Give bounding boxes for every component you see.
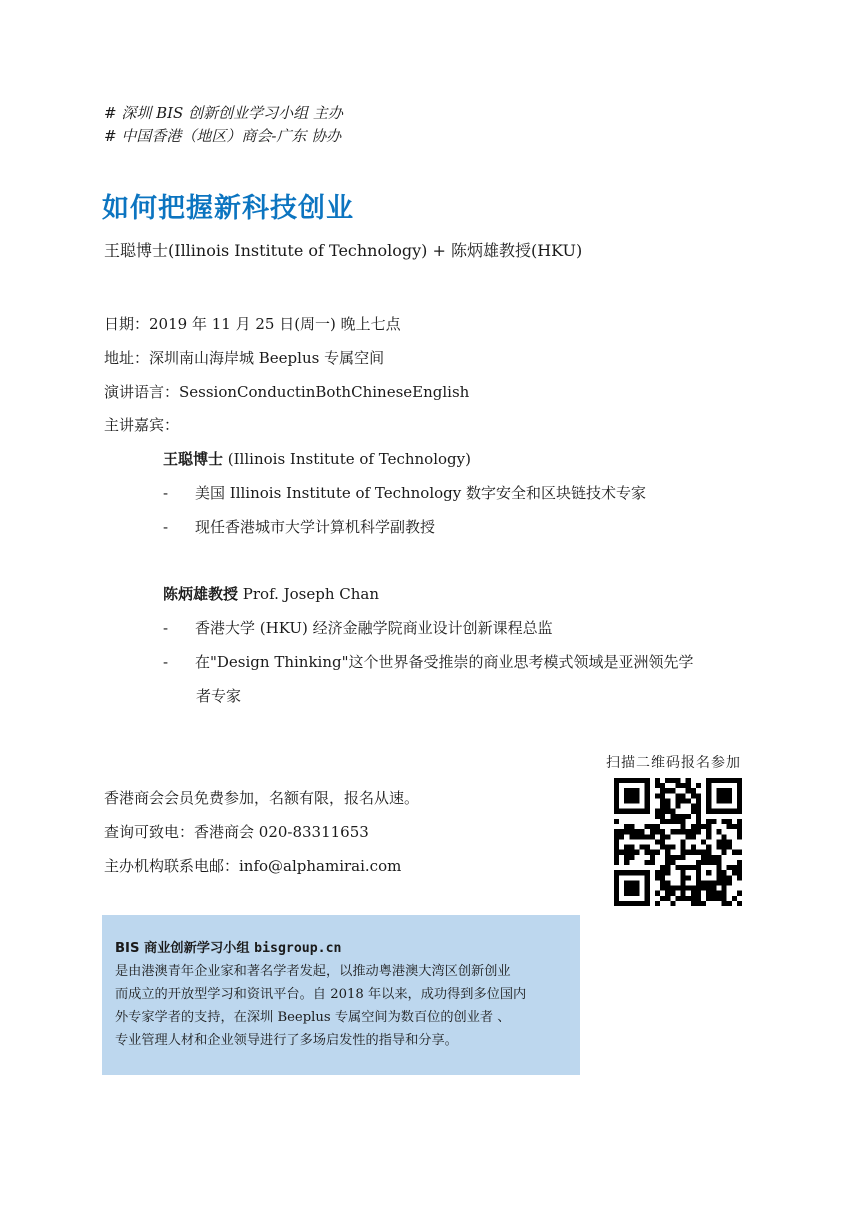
cohost-organizer: # 中国香港（地区）商会-广东 协办 <box>104 127 342 145</box>
bullet-dash: - <box>163 484 169 502</box>
bullet-dash: - <box>163 653 169 671</box>
speaker-1-bullet <box>163 516 435 537</box>
event-date: 日期：2019 年 11 月 25 日(周一) 晚上七点 <box>104 315 401 333</box>
about-heading-text: BIS 商业创新学习小组 <box>115 941 255 956</box>
about-line: 是由港澳青年企业家和著名学者发起，以推动粤港澳大湾区创新创业 <box>115 964 511 979</box>
about-line: 专业管理人材和企业领导进行了多场启发性的指导和分享。 <box>115 1033 458 1048</box>
speaker-2-bullet <box>163 617 553 638</box>
speaker-2-affiliation: Prof. Joseph Chan <box>238 585 380 603</box>
speaker-2-name: 陈炳雄教授 <box>163 585 239 603</box>
bullet-dash: - <box>163 518 169 536</box>
event-language: 演讲语言：SessionConductinBothChineseEnglish <box>104 383 470 401</box>
speakers-label: 主讲嘉宾： <box>104 416 180 434</box>
speaker-1-name: 王聪博士 <box>163 450 224 468</box>
page-subtitle: 王聪博士(Illinois Institute of Technology) + 陈炳雄教授(HKU) <box>104 241 583 260</box>
about-line: 而成立的开放型学习和资讯平台。自 2018 年以来，成功得到多位国内 <box>115 987 527 1002</box>
bullet-text: 美国 Illinois Institute of Technology 数字安全和区块链技术专家 <box>195 484 647 502</box>
about-line: 外专家学者的支持，在深圳 Beeplus 专属空间为数百位的创业者 、 <box>115 1010 511 1025</box>
speaker-2-bullet <box>163 651 694 672</box>
event-address: 地址：深圳南山海岸城 Beeplus 专属空间 <box>104 349 385 367</box>
about-url[interactable]: bisgroup.cn <box>254 941 342 956</box>
speaker-1-bullet <box>163 482 646 503</box>
qr-code[interactable] <box>614 778 742 906</box>
membership-note: 香港商会会员免费参加，名额有限，报名从速。 <box>104 789 420 807</box>
qr-caption: 扫描二维码报名参加 <box>606 755 741 771</box>
bullet-dash: - <box>163 619 169 637</box>
speaker-2 <box>163 583 379 604</box>
about-heading <box>115 937 566 960</box>
speaker-1 <box>163 448 471 469</box>
host-organizer: # 深圳 BIS 创新创业学习小组 主办 <box>104 104 343 122</box>
about-box <box>102 915 580 1075</box>
speaker-2-bullet-continuation: 者专家 <box>196 687 242 705</box>
contact-phone: 查询可致电：香港商会 020-83311653 <box>104 823 369 841</box>
bullet-text: 在"Design Thinking"这个世界备受推崇的商业思考模式领域是亚洲领先学 <box>195 653 694 671</box>
speaker-1-affiliation: (Illinois Institute of Technology) <box>223 450 471 468</box>
bullet-text: 现任香港城市大学计算机科学副教授 <box>195 518 436 536</box>
contact-email: 主办机构联系电邮：info@alphamirai.com <box>104 857 402 875</box>
bullet-text: 香港大学 (HKU) 经济金融学院商业设计创新课程总监 <box>195 619 553 637</box>
page-title: 如何把握新科技创业 <box>102 193 354 224</box>
